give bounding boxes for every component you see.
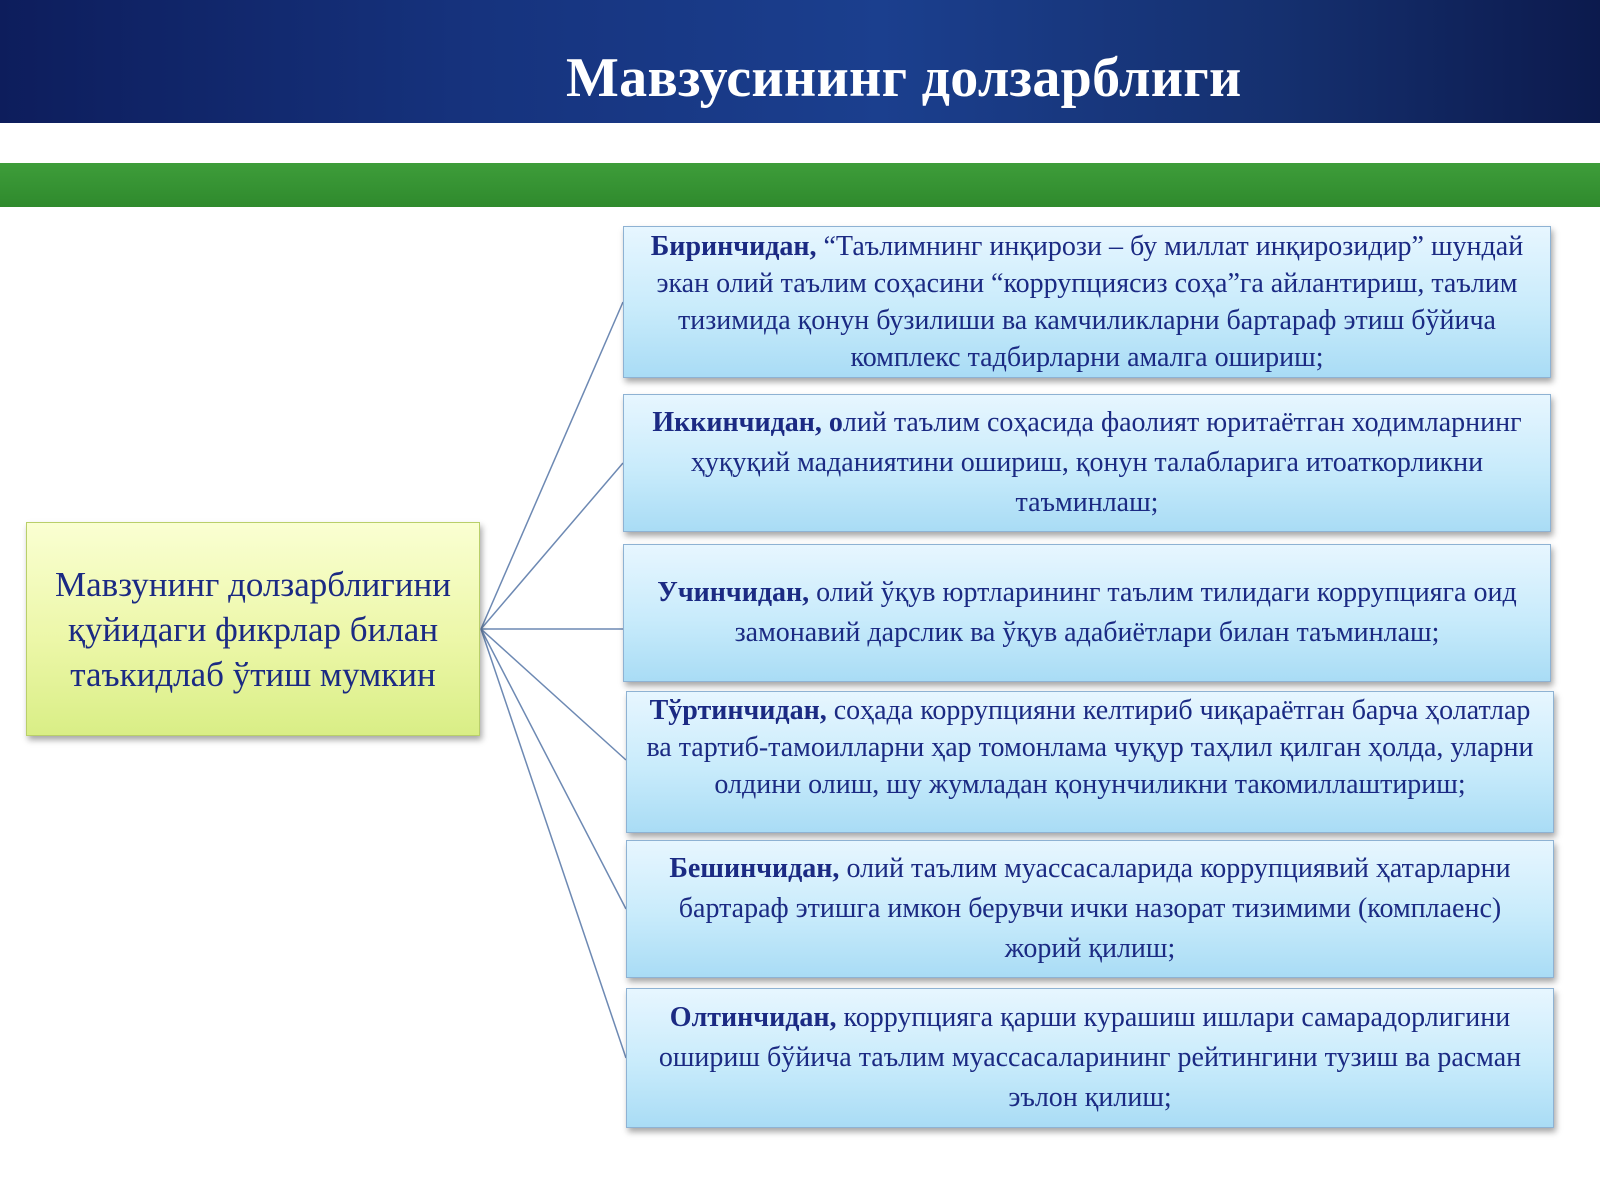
item-box-5: [626, 840, 1554, 978]
item-text-2: [640, 403, 1534, 523]
item-body-6: коррупцияга қарши курашиш ишлари самарадорлигини ошириш бўйича таълим муассасаларининг рейтингини тузиш ва расман эълон қилиш;: [658, 1002, 1522, 1113]
item-body-4: соҳада коррупцияни келтириб чиқараётган барча ҳолатлар ва тартиб-тамоилларни ҳар томонлама чуқур таҳлил қилган ҳолда, уларни олдини олиш, шу жумладан қонунчиликни такомиллаштириш;: [646, 695, 1534, 800]
connector-line-6: [481, 629, 626, 1058]
item-body-3: олий ўқув юртларининг таълим тилидаги коррупцияга оид замонавий дарслик ва ўқув адабиётлари билан таъминлаш;: [734, 577, 1517, 648]
item-body-2: лий таълим соҳасида фаолият юритаётган ходимларнинг ҳуқуқий маданиятини ошириш, қонун талабларига итоаткорликни таъминлаш;: [690, 407, 1522, 518]
item-text-4: [643, 692, 1537, 803]
central-topic-box: [26, 522, 480, 736]
item-text-5: [643, 849, 1537, 969]
item-text-3: [640, 573, 1534, 653]
item-body-5: олий таълим муассасаларида коррупциявий ҳатарларни бартараф этишга имкон берувчи ички назорат тизимими (комплаенс) жорий қилиш;: [678, 853, 1511, 964]
item-lead-6: Олтинчидан,: [669, 1002, 837, 1033]
connector-line-2: [481, 463, 623, 629]
item-lead-1: Биринчидан,: [650, 231, 817, 262]
item-box-2: [623, 394, 1551, 532]
item-lead-3: Учинчидан,: [657, 577, 810, 608]
item-body-1: “Таълимнинг инқирози – бу миллат инқирозидир” шундай экан олий таълим соҳасини “коррупциясиз соҳа”га айлантириш, таълим тизимида қонун бузилиши ва камчиликларни бартараф этиш бўйича комплекс тадбирларни амалга ошириш;: [656, 231, 1524, 373]
connector-line-1: [481, 302, 623, 629]
item-box-1: [623, 226, 1551, 378]
item-box-4: [626, 691, 1554, 833]
central-topic-text: Мавзунинг долзарблигини қуйидаги фикрлар билан таъкидлаб ўтиш мумкин: [55, 564, 451, 694]
item-lead-2: Иккинчидан, о: [652, 407, 843, 438]
item-lead-4: Тўртинчидан,: [649, 695, 827, 726]
item-box-3: [623, 544, 1551, 682]
item-lead-5: Бешинчидан,: [669, 853, 840, 884]
item-text-6: [643, 998, 1537, 1118]
item-box-6: [626, 988, 1554, 1128]
item-text-1: [640, 228, 1534, 376]
connector-line-5: [481, 629, 626, 909]
slide-title: Мавзусининг долзарблиги: [566, 47, 1242, 109]
